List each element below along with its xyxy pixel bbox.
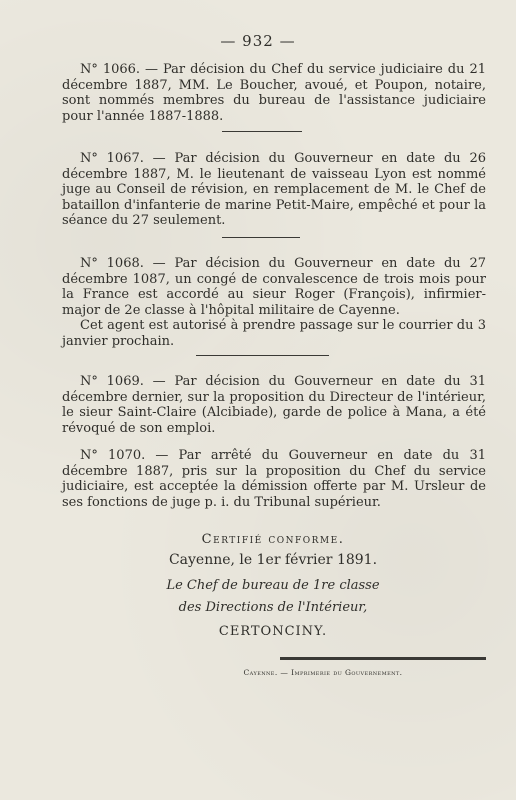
article-1070 (62, 448, 486, 510)
separator-rule (196, 355, 329, 356)
article-text: N° 1067. — Par décision du Gouverneur en date du 26 décembre 1887, M. le lieutenant de vaisseau Lyon est nommé juge au Conseil de révision, en remplacement de M. le Chef de bataillon d'infanterie de marine Petit-Maire, empêché et pour la séance du 27 seulement. (62, 151, 486, 228)
printer-imprint: Cayenne. — Imprimerie du Gouvernement. (243, 668, 403, 677)
article-1067 (62, 151, 486, 229)
article-text: N° 1066. — Par décision du Chef du service judiciaire du 21 décembre 1887, MM. Le Boucher, avoué, et Poupon, notaire, sont nommés membres du bureau de l'assistance judiciaire pour l'année 1887-1888. (62, 62, 486, 124)
article-text-continued: Cet agent est autorisé à prendre passage sur le courrier du 3 janvier prochain. (62, 318, 486, 349)
certified-line: Certifié conforme. (201, 532, 345, 547)
signatory-title-2: des Directions de l'Intérieur, (178, 600, 368, 615)
separator-rule (222, 131, 302, 132)
article-1069 (62, 374, 486, 436)
article-1066 (62, 62, 486, 124)
page-number: — 932 — (220, 32, 296, 50)
article-text: N° 1070. — Par arrêté du Gouverneur en date du 31 décembre 1887, pris sur la proposition du Chef du service judiciaire, est acceptée la démission offerte par M. Ursleur de ses fonctions de juge p. i. du Tribunal supérieur. (62, 448, 486, 510)
separator-rule (222, 237, 300, 238)
place-date: Cayenne, le 1er février 1891. (168, 552, 378, 568)
signatory-title-1: Le Chef de bureau de 1re classe (166, 578, 380, 593)
article-text: N° 1068. — Par décision du Gouverneur en date du 27 décembre 1087, un congé de convalescence de trois mois pour la France est accordé au sieur Roger (François), infirmier-major de 2e classe à l'hôpital militaire de Cayenne. (62, 256, 486, 318)
signatory-name: CERTONCINY. (218, 624, 328, 639)
article-text: N° 1069. — Par décision du Gouverneur en date du 31 décembre dernier, sur la proposition du Directeur de l'intérieur, le sieur Saint-Claire (Alcibiade), garde de police à Mana, a été révoqué de son emploi. (62, 374, 486, 436)
article-1068 (62, 256, 486, 349)
footer-rule (280, 657, 486, 660)
